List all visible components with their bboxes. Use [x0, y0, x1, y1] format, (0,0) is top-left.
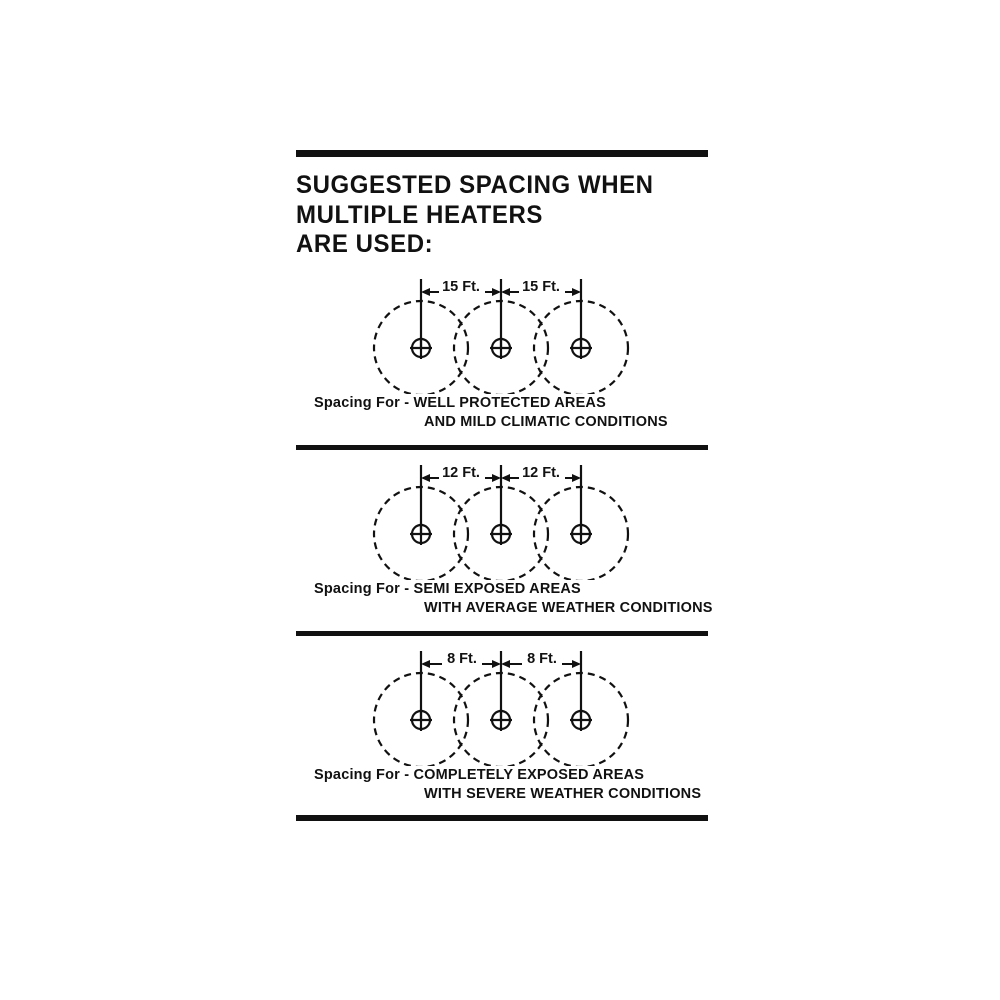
spacer — [296, 433, 708, 445]
panel-completely-exposed — [296, 636, 708, 805]
dimension-label-left: 12 Ft. — [442, 464, 480, 481]
suggested-spacing-diagram — [296, 150, 713, 834]
caption-line-2: WITH AVERAGE WEATHER CONDITIONS — [424, 600, 713, 617]
dimension-label-left: 8 Ft. — [447, 650, 477, 667]
panel-caption-2 — [296, 580, 713, 619]
page-title — [296, 171, 708, 260]
caption-line-1: Spacing For - SEMI EXPOSED AREAS — [314, 580, 581, 597]
spacing-figure-2 — [296, 450, 708, 580]
spacer — [296, 619, 708, 631]
panel-well-protected — [296, 264, 708, 433]
spacer — [296, 805, 708, 815]
panel-semi-exposed — [296, 450, 713, 619]
page-title-line-2: MULTIPLE HEATERS — [296, 200, 543, 229]
spacing-figure-3 — [296, 636, 708, 766]
page-title-line-3: ARE USED: — [296, 230, 434, 258]
dimension-label-left: 15 Ft. — [442, 278, 480, 295]
panel-caption-3 — [296, 766, 708, 805]
spacing-figure-1 — [296, 264, 708, 394]
caption-line-2: AND MILD CLIMATIC CONDITIONS — [424, 414, 668, 431]
page-title-line-1: SUGGESTED SPACING WHEN — [296, 171, 654, 199]
caption-line-1: Spacing For - WELL PROTECTED AREAS — [314, 394, 606, 411]
panel-caption-1 — [296, 394, 708, 433]
caption-line-2: WITH SEVERE WEATHER CONDITIONS — [424, 786, 702, 803]
top-divider-rule — [296, 150, 708, 157]
dimension-label-right: 8 Ft. — [527, 650, 557, 667]
dimension-label-right: 12 Ft. — [522, 464, 560, 481]
dimension-label-right: 15 Ft. — [522, 278, 560, 295]
caption-line-1: Spacing For - COMPLETELY EXPOSED AREAS — [314, 766, 645, 783]
bottom-divider-rule — [296, 815, 708, 821]
